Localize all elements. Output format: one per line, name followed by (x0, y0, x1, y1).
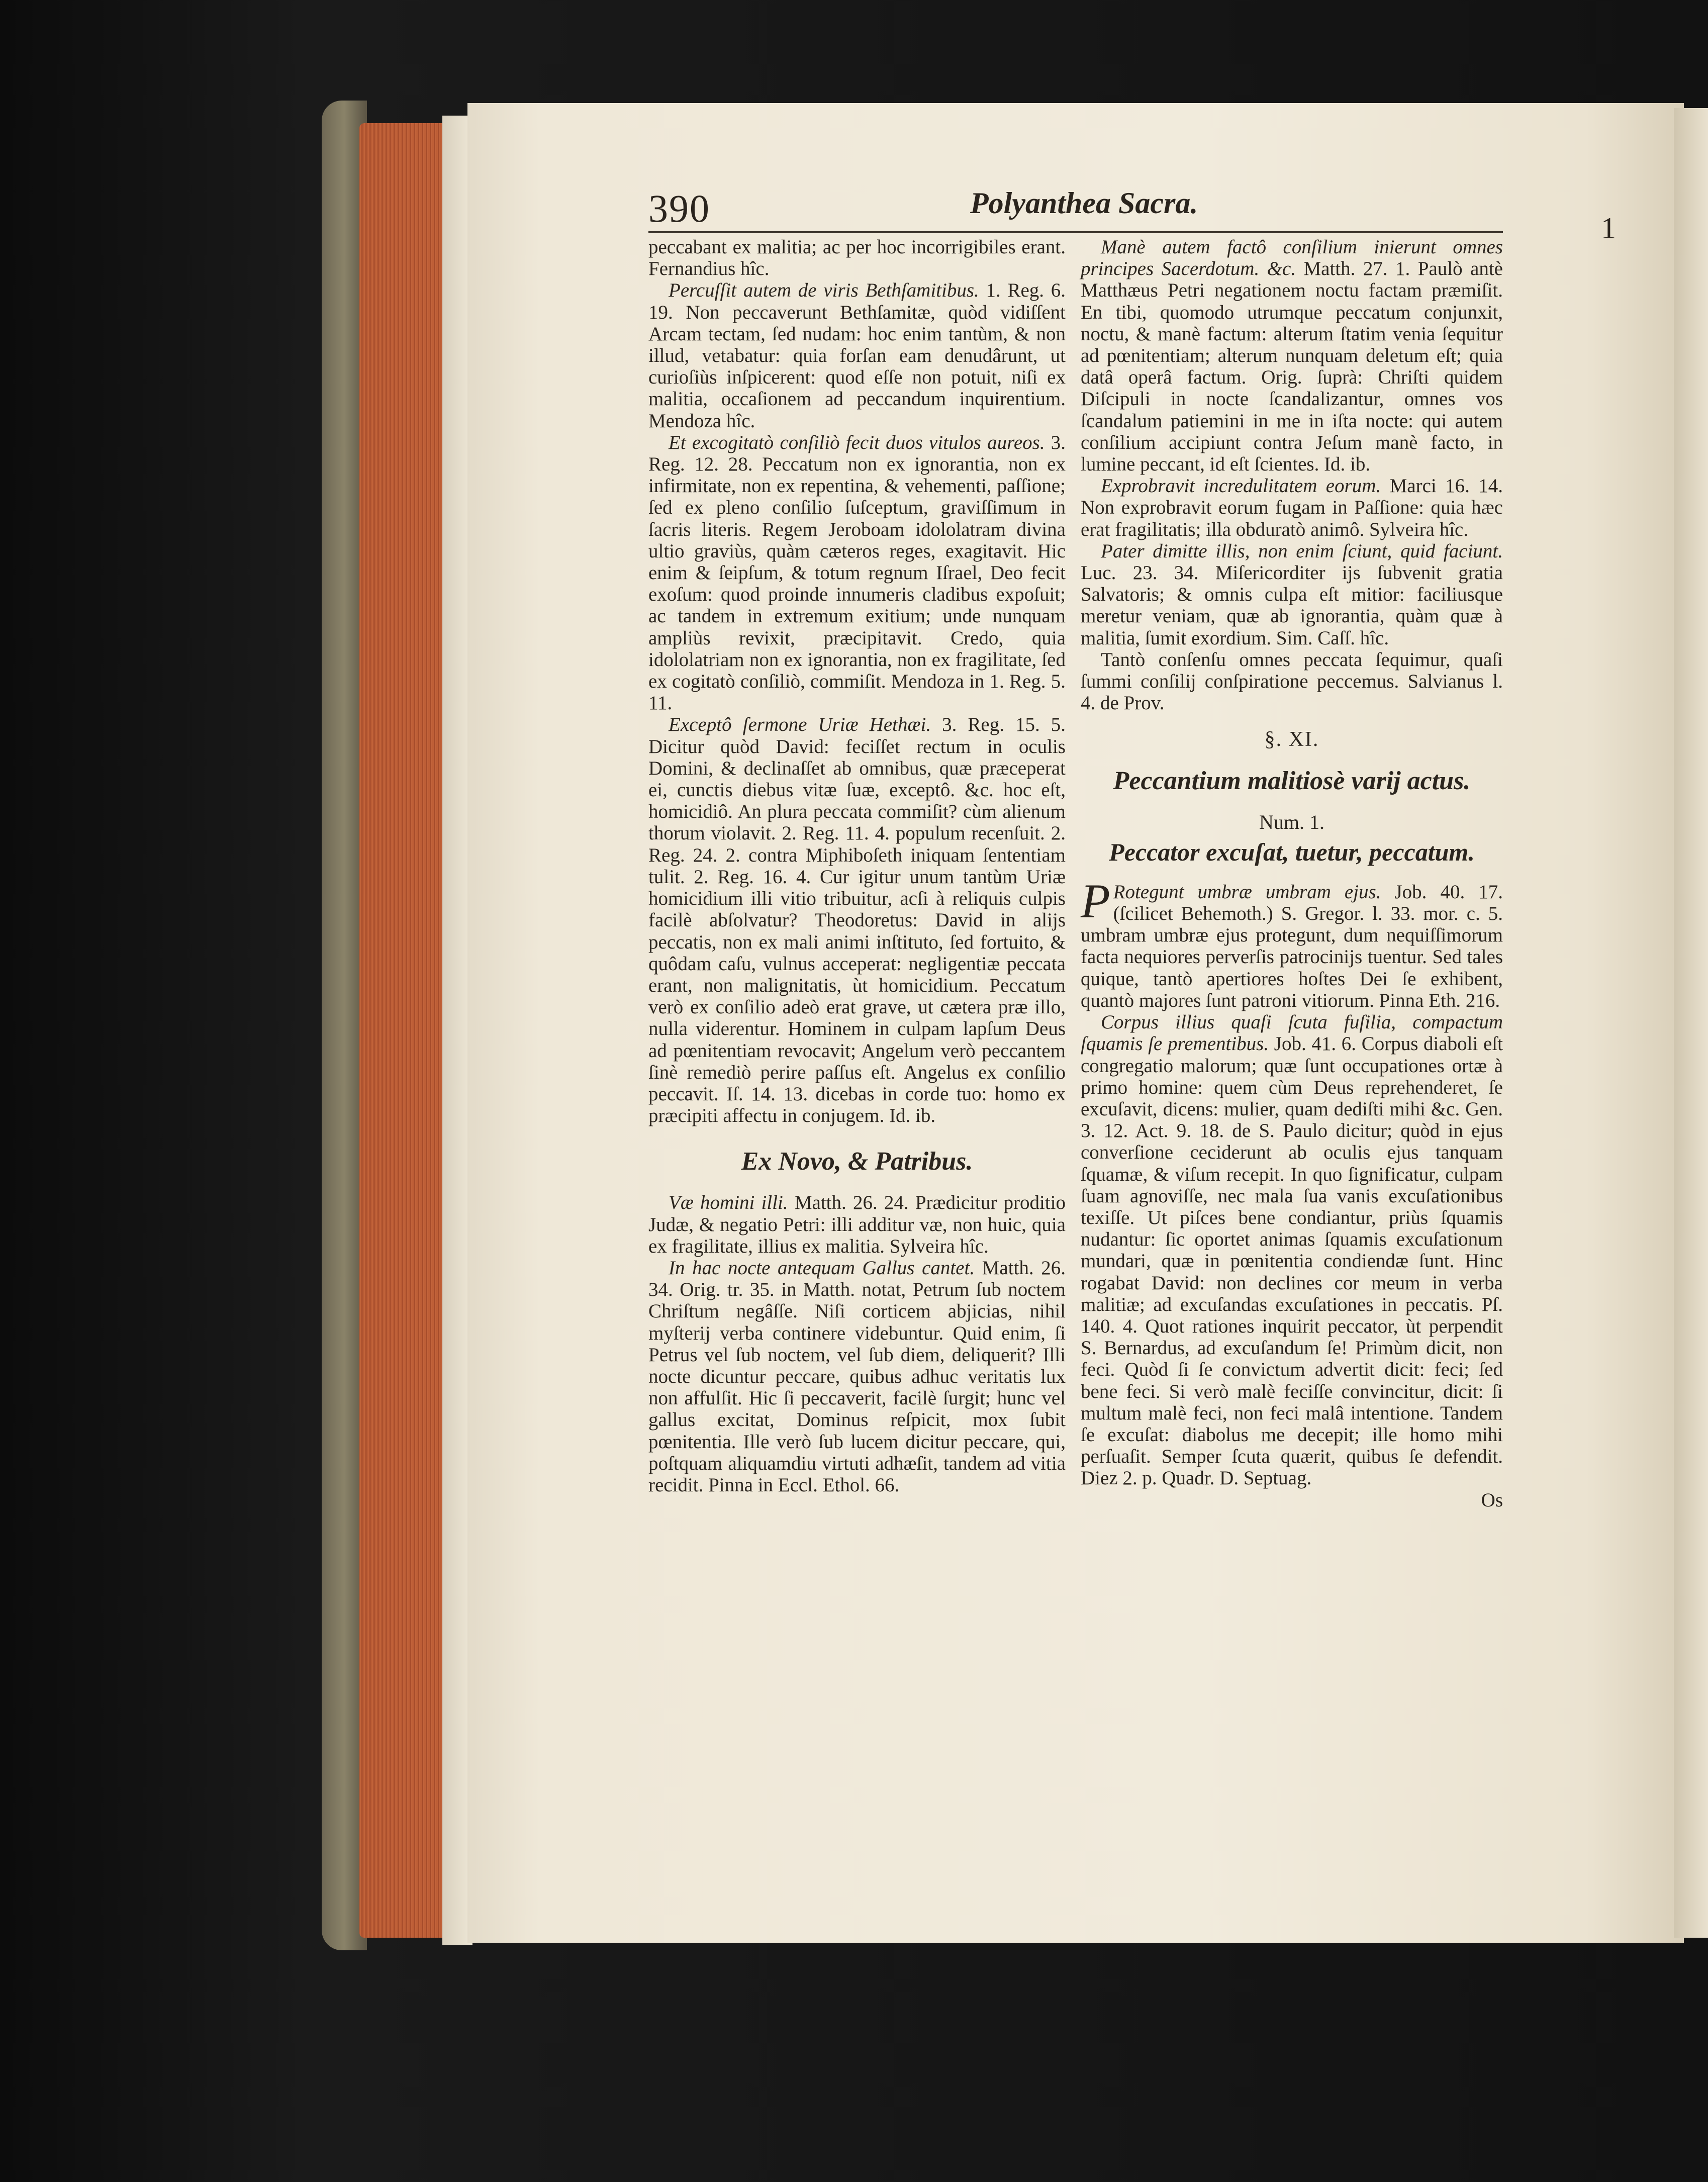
paragraph: In hac nocte antequam Gallus cantet. Matth. 26. 34. Orig. tr. 35. in Matth. notat, Petrum ſub noctem Chriſtum negâſſe. Niſi corticem abjicias, nihil myſterij verba continere videbuntur. Quid enim, ſi Petrus vel ſub noctem, vel ſub diem, deliquerit? Illi nocte dicuntur peccare, quibus adhuc veritatis lux non affulſit. Hic ſi peccaverit, facilè ſurgit; hunc vel gallus excitat, Dominus reſpicit, mox ſubit pœnitentia. Ille verò ſub lucem dicitur peccare, qui, poſtquam aliquamdiu virtuti adhæſit, tandem ad vitia recidit. Pinna in Eccl. Ethol. 66. (648, 1257, 1066, 1496)
facing-page-edge (1674, 108, 1708, 1938)
paragraph: Exprobravit incredulitatem eorum. Marci 16. 14. Non exprobravit eorum fugam in Paſſione: quia hæc erat fragilitatis; illa obduratò animô. Sylveira hîc. (1081, 475, 1503, 540)
page-header (648, 181, 1473, 236)
section-heading: Ex Novo, & Patribus. (741, 1147, 973, 1176)
paragraph: P Rotegunt umbræ umbram ejus. Job. 40. 17. (ſcilicet Behemoth.) S. Gregor. l. 33. mor. c. 5. umbram umbræ ejus protegunt, dum nequiſſimorum facta nequiores perverſis patrocinijs tuentur. Sed tales quique, tantò apertiores hoſtes Dei ſe exhibent, quantò majores ſunt patroni vitiorum. Pinna Eth. 216. (1081, 874, 1503, 1011)
num-label: Num. 1. (1259, 810, 1324, 833)
running-title: Polyanthea Sacra. (970, 186, 1198, 220)
paragraph: Pater dimitte illis, non enim ſciunt, quid faciunt. Luc. 23. 34. Miſericorditer ijs ſubvenit gratia Salvatoris; & omnis culpa eſt mitior: faciliusque meretur veniam, quæ ab ignorantia, quàm quæ à malitia, ſumit exordium. Sim. Caſſ. hîc. (1081, 540, 1503, 649)
right-column (1081, 236, 1503, 1511)
section-title: Peccantium malitiosè varij actus. (1113, 766, 1471, 795)
subsection-title: Peccator excuſat, tuetur, peccatum. (1109, 837, 1475, 866)
paragraph: Tantò conſenſu omnes peccata ſequimur, quaſi ſummi conſilij conſpiratione peccemus. Salvianus l. 4. de Prov. (1081, 648, 1503, 714)
paragraph: Percuſſit autem de viris Bethſamitibus. 1. Reg. 6. 19. Non peccaverunt Bethſamitæ, quòd vidiſſent Arcam tectam, ſed nudam: hoc enim tantùm, & non illud, vetabatur: quia forſan eam denudârunt, ut curioſiùs inſpicerent: quod eſſe non potuit, niſi ex malitia, occaſionem ad peccandum inquirentium. Mendoza hîc. (648, 279, 1066, 432)
page-number: 390 (648, 186, 710, 230)
catchword: Os (1481, 1489, 1503, 1511)
paragraph: Væ homini illi. Matth. 26. 24. Prædicitur proditio Judæ, & negatio Petri: illi additur væ, non huic, quia ex fragilitate, illius ex malitia. Sylveira hîc. (648, 1192, 1066, 1257)
left-column (648, 236, 1066, 1496)
red-page-edges (359, 123, 452, 1938)
paragraph: Manè autem factô conſilium inierunt omnes principes Sacerdotum. &c. Matth. 27. 1. Paulò antè Matthæus Petri negationem noctu factam præmiſit. En tibi, quomodo utrumque peccatum conjunxit, noctu, & manè factum: alterum ſtatim venia ſequitur ad pœnitentiam; alterum nunquam deletum eſt; quia datâ operâ factum. Orig. ſuprà: Chriſti quidem Diſcipuli in nocte ſcandalizantur, omnes vos ſcandalum patiemini in me in iſta nocte: qui autem conſilium accipiunt contra Jeſum manè facto, in lumine peccant, id eſt ſcientes. Id. ib. (1081, 236, 1503, 476)
drop-cap: P (1081, 874, 1110, 928)
paragraph: Exceptô ſermone Uriæ Hethæi. 3. Reg. 15. 5. Dicitur quòd David: feciſſet rectum in oculis Domini, & declinaſſet ab omnibus, quæ præceperat ei, cunctis diebus vitæ ſuæ, exceptô. &c. hoc eſt, homicidiô. An plura peccata commiſit? cùm alienum thorum violavit. 2. Reg. 11. 4. populum recenſuit. 2. Reg. 24. 2. contra Miphiboſeth iniquam ſententiam tulit. 2. Reg. 16. 4. Cur igitur unum tantùm Uriæ homicidium illi vitio tribuitur, acſi à reliquis culpis facilè abſolvatur? Theodoretus: David in alijs peccatis, non ex mali animi inſtituto, ſed fortuito, & quôdam caſu, vulnus acceperat: negligentiæ peccata erant, non malignitatis, ùt homicidium. Peccatum verò ex conſilio adeò erat grave, ut cætera præ illo, nulla viderentur. Hominem in culpam lapſum Deus ad pœnitentiam revocavit; Angelum verò peccantem ſinè remediò perire paſſus eſt. Angelus ex conſilio peccavit. Iſ. 14. 13. dicebas in corde tuo: homo ex præcipiti affectu in conjugem. Id. ib. (648, 714, 1066, 1127)
margin-mark: 1 (1601, 212, 1616, 245)
paragraph: Et excogitatò conſiliò fecit duos vitulos aureos. 3. Reg. 12. 28. Peccatum non ex ignorantia, non ex infirmitate, non ex repentina, & vehementi, paſſione; ſed ex pleno conſilio ſuſceptum, graviſſimum in ſacris literis. Regem Jeroboam idololatram divina ultio graviùs, quàm cæteros reges, exagitavit. Hic enim & ſeipſum, & totum regnum Iſrael, Deo fecit exoſum: quod proinde innumeris cladibus expoſuit; ac tandem in extremum exitium; unde nunquam ampliùs revixit, præcipitavit. Credo, quia idololatriam non ex ignorantia, non ex fragilitate, ſed ex cogitatò conſiliò, commiſit. Mendoza in 1. Reg. 5. 11. (648, 431, 1066, 714)
header-rule (648, 231, 1503, 233)
section-number: §. XI. (1264, 728, 1319, 751)
paragraph: peccabant ex malitia; ac per hoc incorrigibiles erant. Fernandius hîc. (648, 236, 1066, 280)
paragraph: Corpus illius quaſi ſcuta fuſilia, compactum ſquamis ſe prementibus. Job. 41. 6. Corpus diaboli eſt congregatio malorum; quæ ſunt occupationes ortæ à primo homine: quem cùm Deus reprehenderet, ſe excuſavit, dicens: mulier, quam dediſti mihi &c. Gen. 3. 12. Act. 9. 18. de S. Paulo dicitur; quòd in ejus converſione ceciderunt ab oculis ejus tanquam ſquamæ, & viſum recepit. In quo ſignificatur, culpam ſuam agnoviſſe, nec mala ſua vanis excuſationibus texiſſe. Ut piſces bene condiantur, priùs ſquamis nudantur: ſic oportet animas ſquamis excuſationum mundari, quæ in pœnitentia condiendæ ſunt. Hinc rogabat David: non declines cor meum in verba malitiæ; ad excuſandas excuſationes in peccatis. Pſ. 140. 4. Quot rationes inquirit peccator, ùt perpendit S. Bernardus, ad excuſandum ſe! Primùm dicit, non feci. Quòd ſi ſe convictum advertit dicit: feci; ſed bene feci. Si verò malè feciſſe convincitur, dicit: ſi multum malè feci, non feci malâ intentione. Tandem ſe excuſat: diabolus me decepit; ille homo mihi perſuaſit. Semper ſcuta quærit, quibus ſe defendit. Diez 2. p. Quadr. D. Septuag. (1081, 1011, 1503, 1489)
